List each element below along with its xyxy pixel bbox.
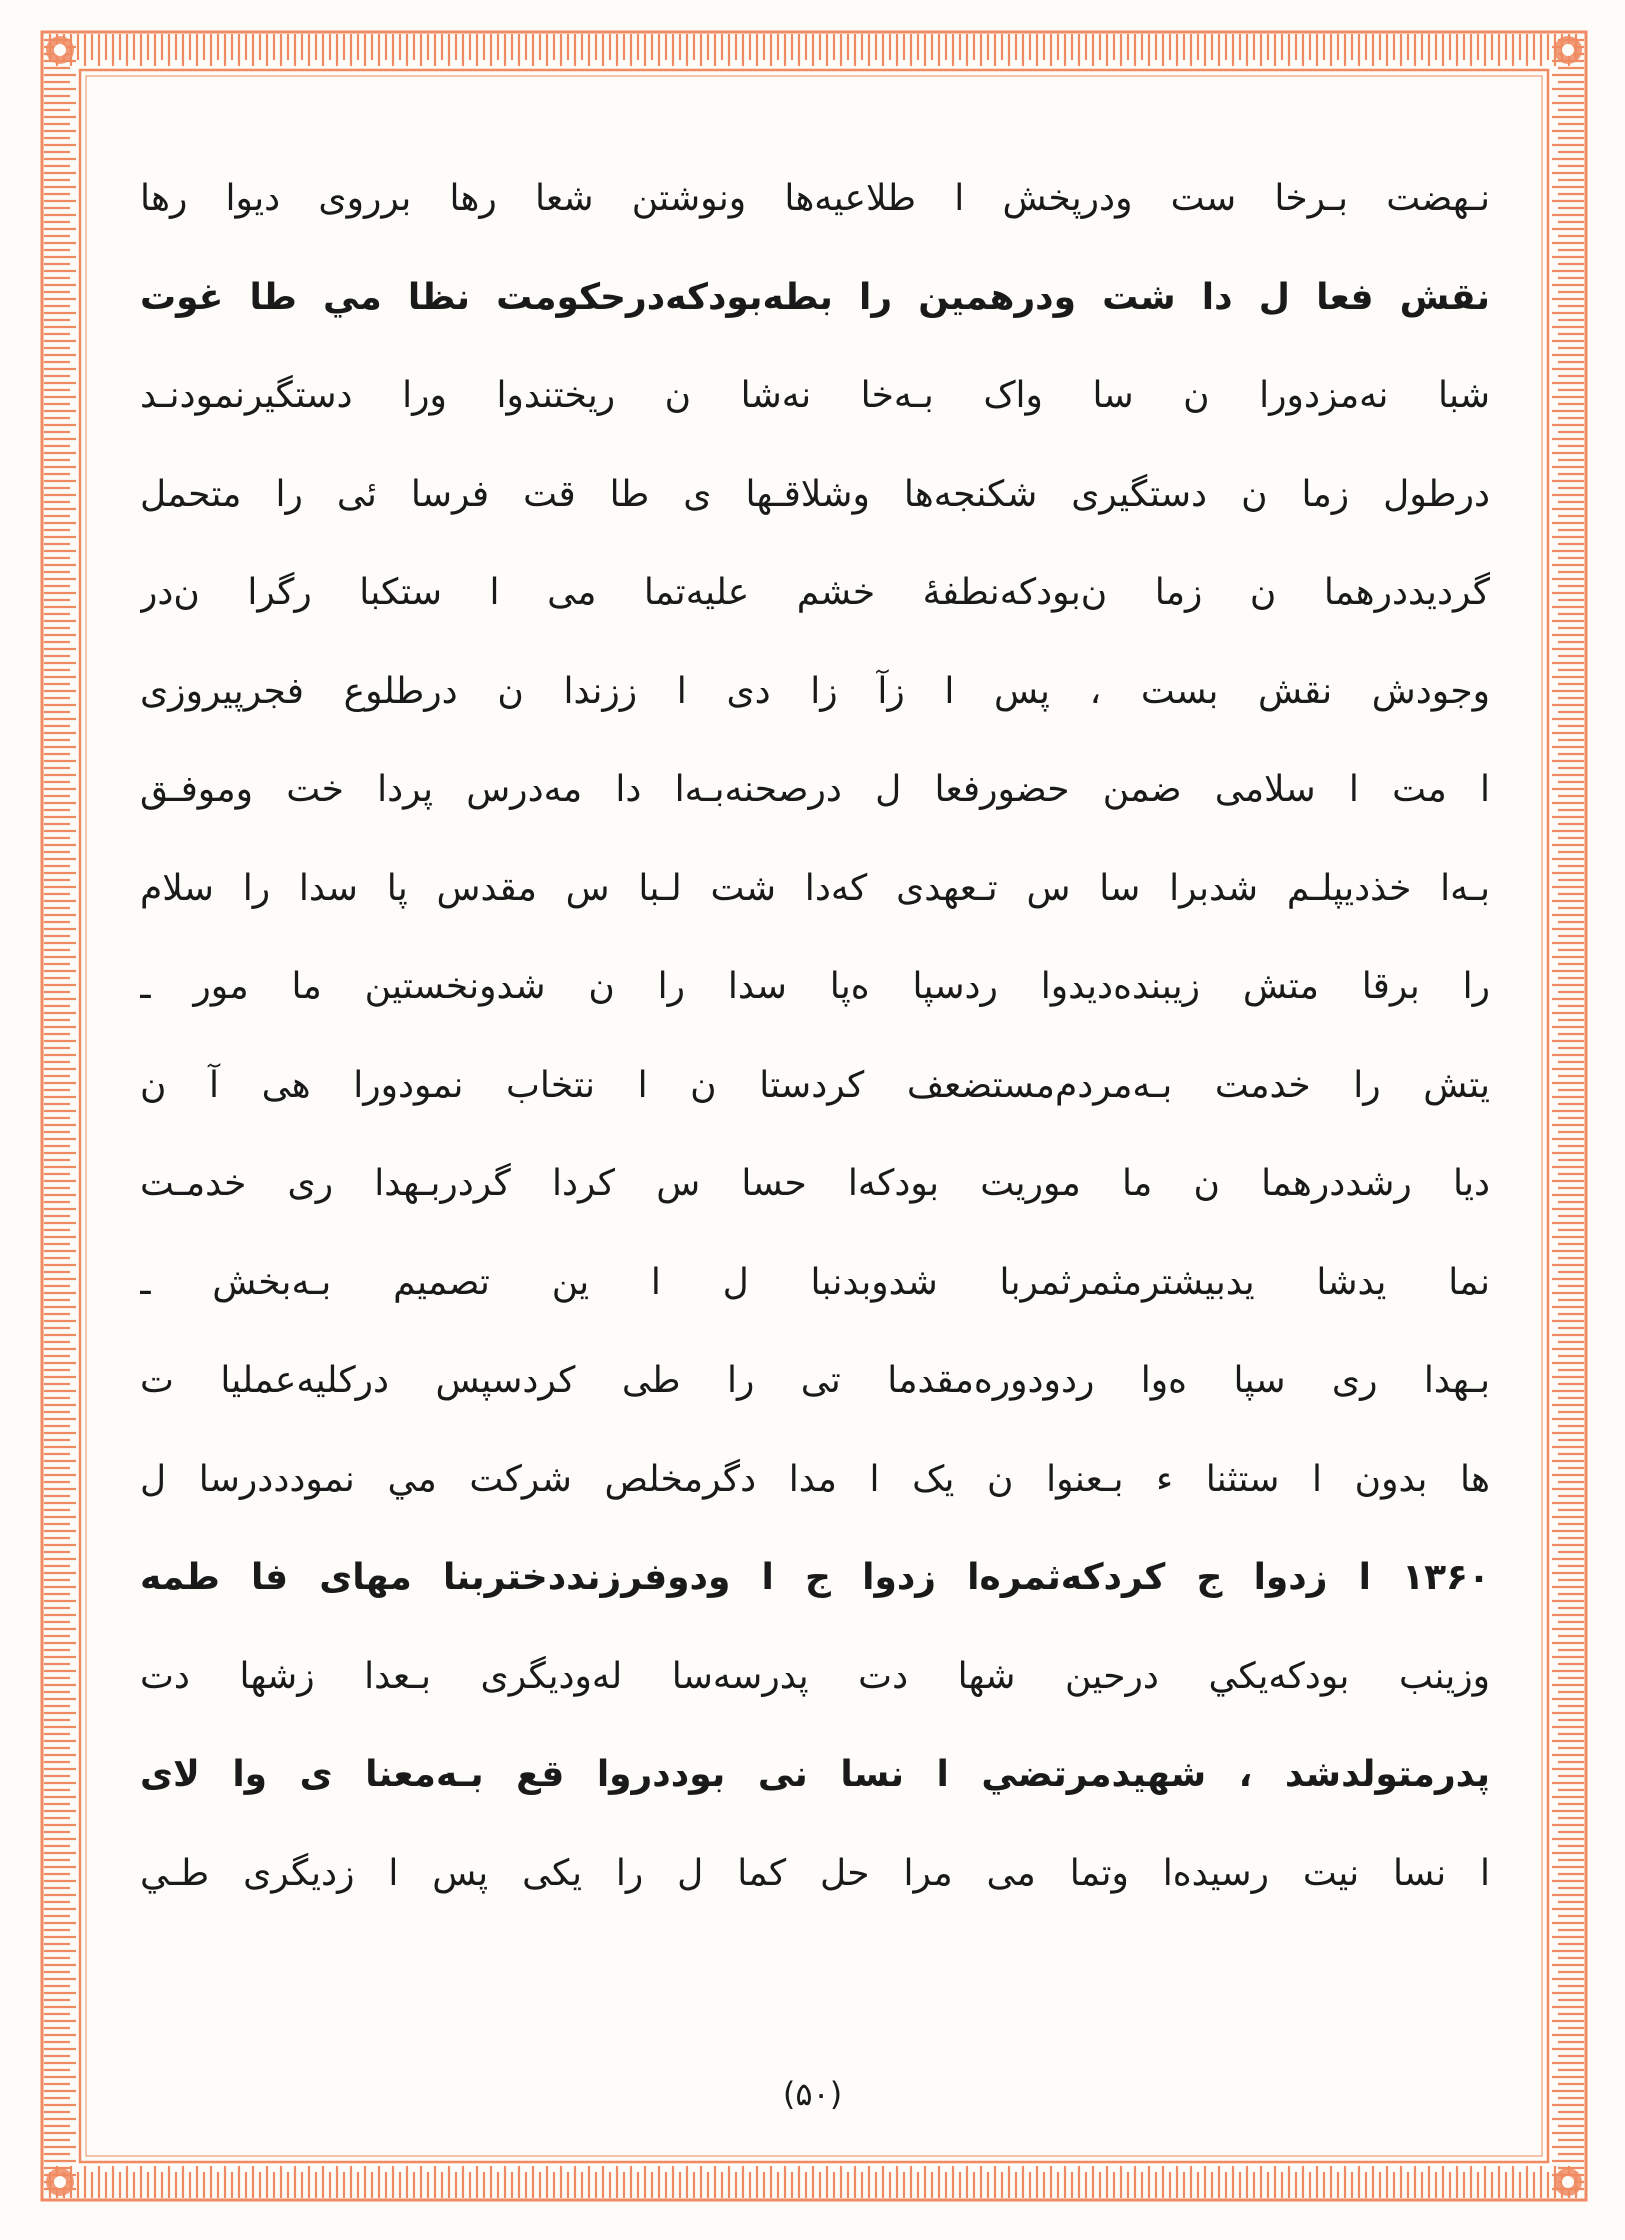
text-line: ا مت ا سلامی ضمن حضورفعا ل درصحنه‌بـه‌ا دا مه‌درس پردا خت وموفـق <box>140 769 1490 810</box>
text-line: بـهدا ری سپا ه‌وا ردودوره‌مقدما تی را طی كردسپس دركليه‌عمليا ت <box>140 1360 1490 1401</box>
text-line: بـه‌ا خذديپلـم شدبرا سا س تـعهدی كه‌دا شت لـبا س مقدس پا سدا را سلام <box>140 867 1490 909</box>
text-line: يتش را خدمت بـه‌مردم‌مستضعف كردستا ن ا نتخاب نمودورا هی آ ن <box>140 1064 1490 1106</box>
text-line: وزينب بودكه‌يكي درحين شها دت پدرسه‌سا له‌وديگری بـعدا زشها دت <box>140 1655 1490 1697</box>
text-line: وجودش نقش بست ، پس ا زآ زا دی ا ززندا ن درطلوع فجرپيروزی <box>140 670 1490 712</box>
text-line: را برقا متش زيبنده‌ديدوا ردسپا ه‌پا سدا را ن شدونخستين ما مور ـ <box>140 966 1490 1007</box>
text-line: شبا نه‌مزدورا ن سا واک بـه‌خا نه‌شا ن ريختندوا ورا دستگيرنمودنـد <box>140 375 1490 416</box>
text-line: نـهضت بـرخا ست ودرپخش ا طلاعيه‌ها ونوشتن شعا رها برروی ديوا رها <box>140 178 1490 219</box>
text-line: پدرمتولدشد ، شهيدمرتضي ا نسا نی بوددروا قع بـه‌معنا ی وا لای <box>140 1754 1490 1795</box>
text-line: گرديددرهما ن زما ن‌بودكه‌نطفهٔ خشم عليه‌تما می ا ستكبا رگرا ن‌در <box>140 572 1490 613</box>
text-line: نما يدشا يدبيشترمثمرثمربا شدوبدنبا ل ا ين تصميم بـه‌بخش ـ <box>140 1261 1490 1303</box>
page-number: (۵۰) <box>782 2075 843 2113</box>
text-line: ۱۳۶۰ ا زدوا ج كردكه‌ثمره‌ا زدوا ج ا ودوفرزنددختربنا مهای فا طمه <box>140 1557 1490 1598</box>
text-line: ا نسا نيت رسيده‌ا وتما می مرا حل كما ل را يكی پس ا زديگری طـي <box>140 1852 1490 1894</box>
text-line: درطول زما ن دستگيری شكنجه‌ها وشلاقـها ی طا قت فرسا ئی را متحمل <box>140 473 1490 515</box>
text-line: ها بدون ا ستثنا ء بـعنوا ن يک ا مدا دگرمخلص شركت مي نمودددرسا ل <box>140 1458 1490 1500</box>
text-line: ديا رشددرهما ن ما موريت بودكه‌ا حسا س كردا گردربـهدا ری خدمـت <box>140 1163 1490 1204</box>
text-line: نقش فعا ل دا شت ودرهمين را بطه‌بودكه‌درحكومت نظا مي طا غوت <box>140 276 1490 318</box>
body-text <box>140 150 1490 1923</box>
